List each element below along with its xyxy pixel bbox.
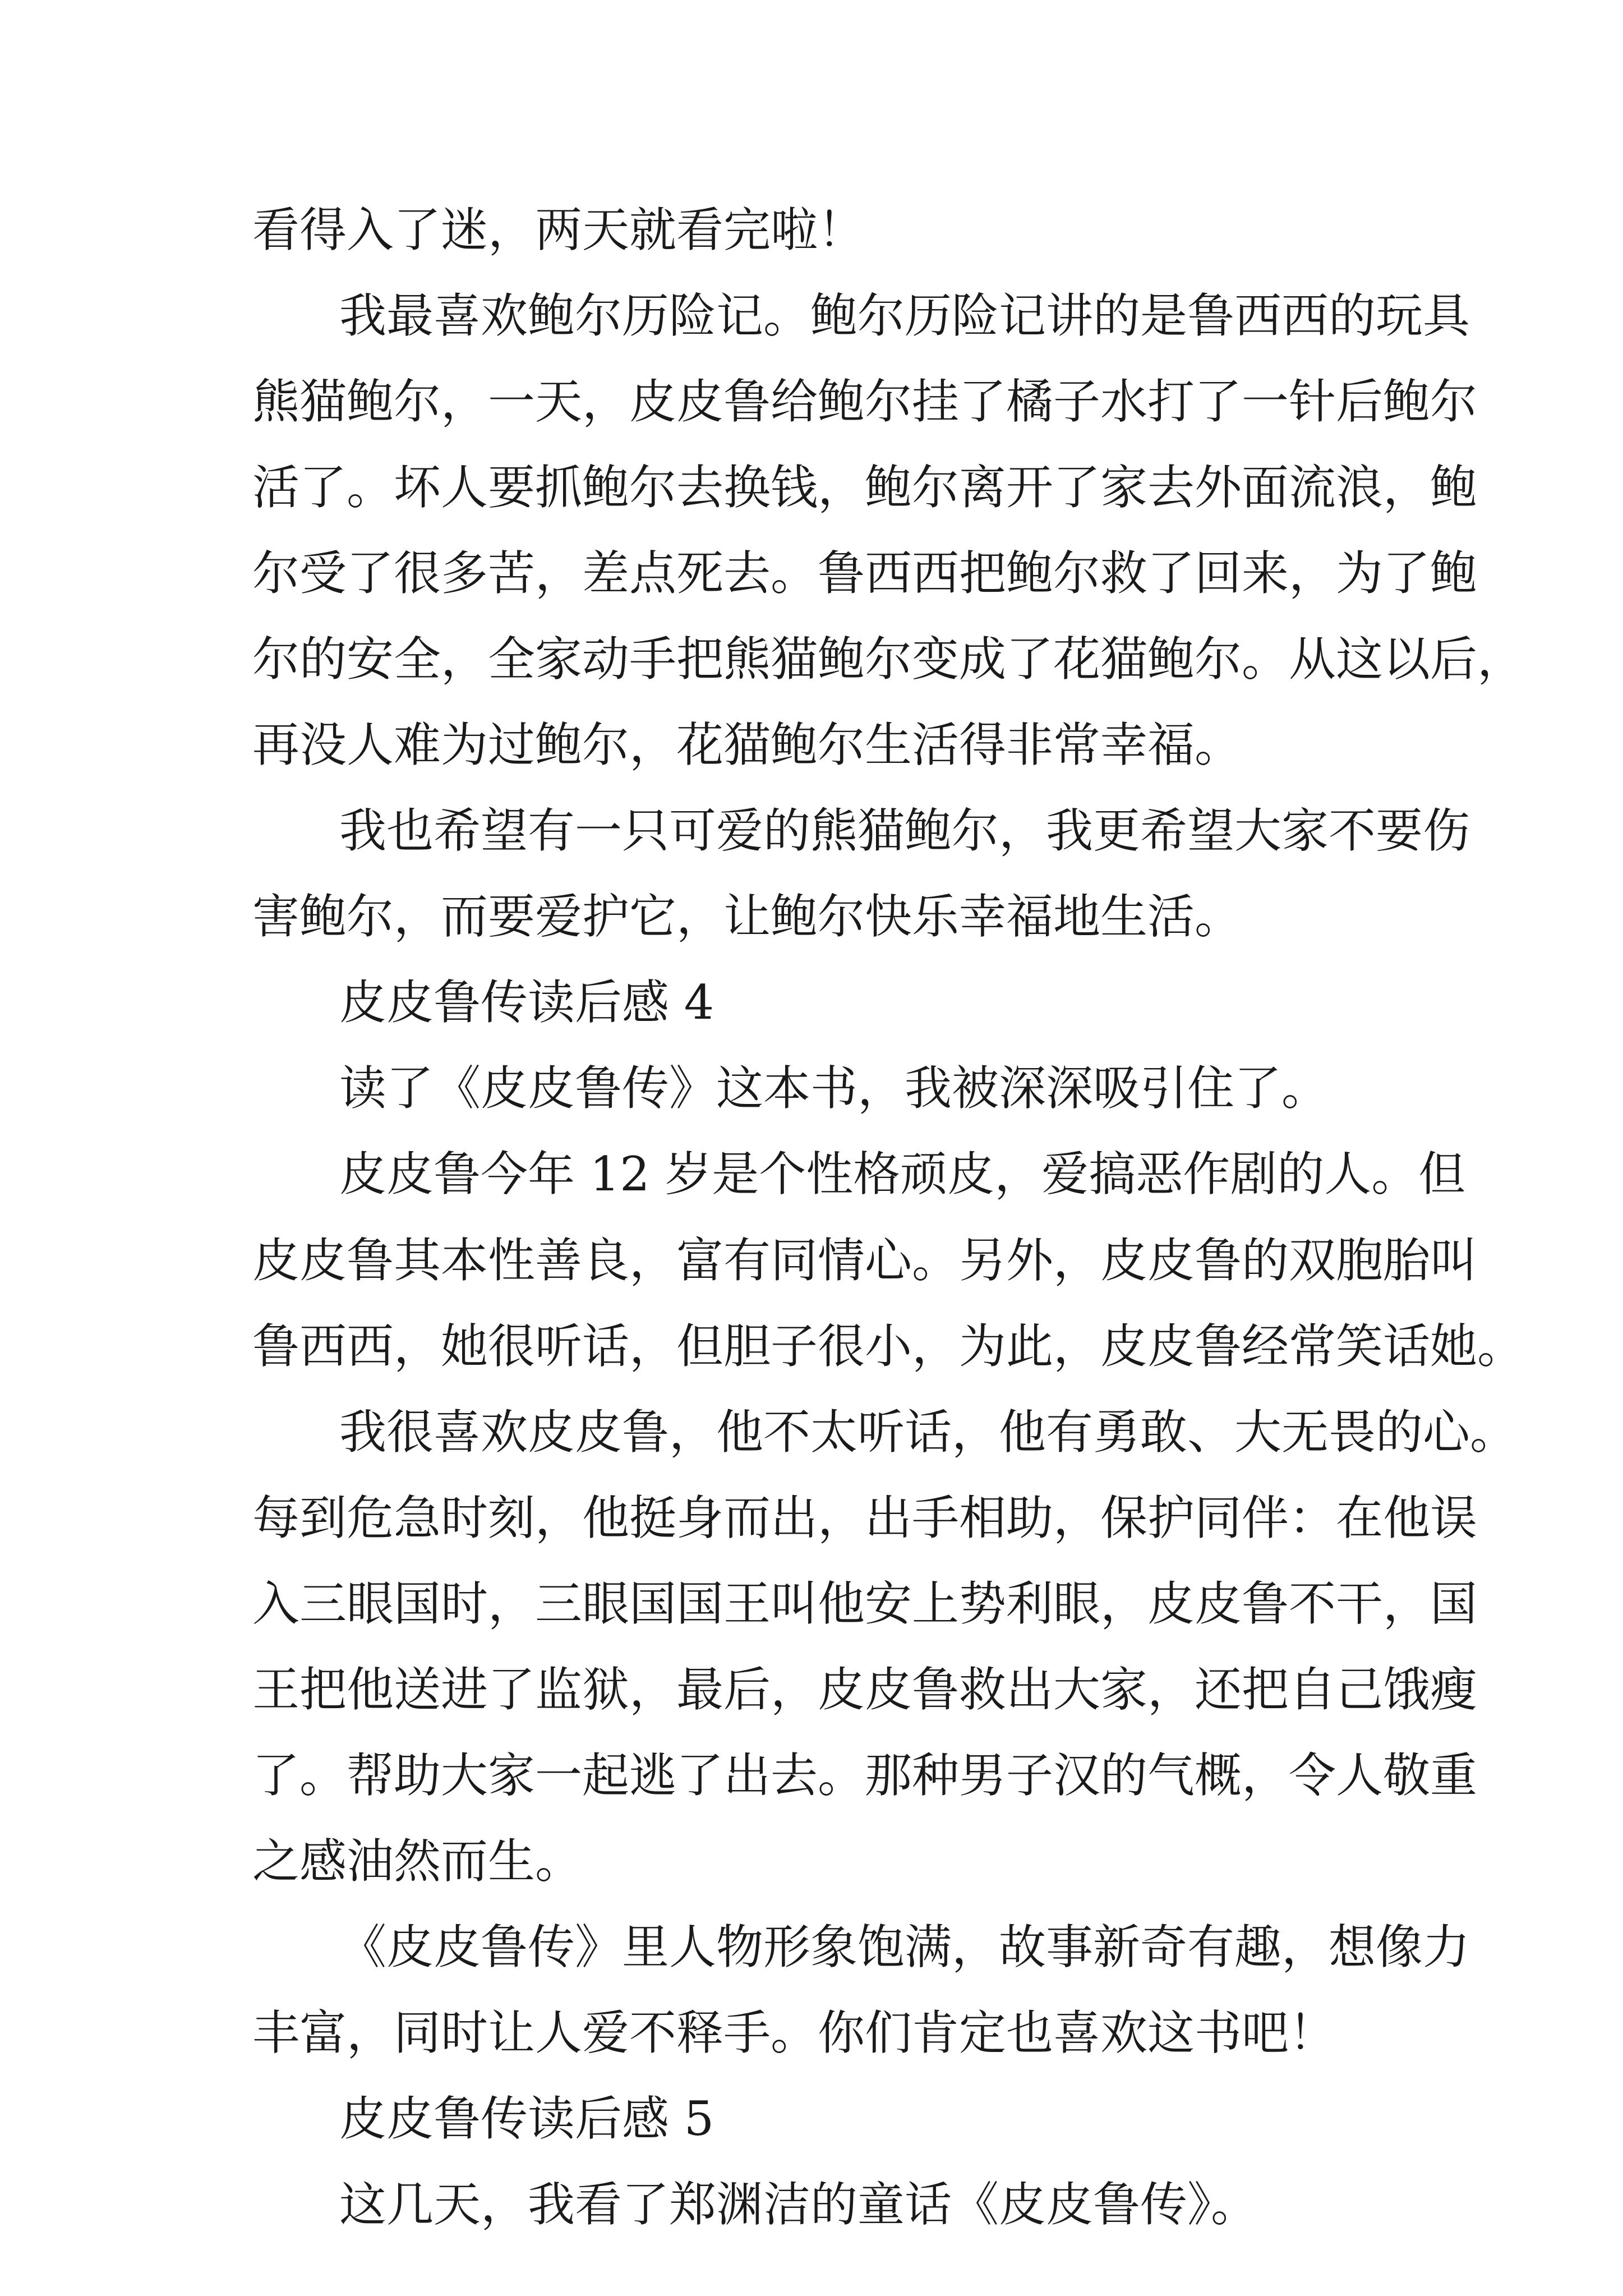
text-line: 尔的安全，全家动手把熊猫鲍尔变成了花猫鲍尔。从这以后， <box>252 632 1525 687</box>
text-line: 尔受了很多苦，差点死去。鲁西西把鲍尔救了回来，为了鲍 <box>252 546 1478 601</box>
text-line: 害鲍尔，而要爱护它，让鲍尔快乐幸福地生活。 <box>252 889 1242 944</box>
text-line: 我最喜欢鲍尔历险记。鲍尔历险记讲的是鲁西西的玩具 <box>339 288 1470 343</box>
text-line: 了。帮助大家一起逃了出去。那种男子汉的气概，令人敬重 <box>252 1748 1478 1803</box>
text-line: 鲁西西，她很听话，但胆子很小，为此，皮皮鲁经常笑话她。 <box>252 1319 1525 1374</box>
text-line: 看得入了迷，两天就看完啦！ <box>252 203 865 257</box>
text-line: 王把他送进了监狱，最后，皮皮鲁救出大家，还把自己饿瘦 <box>252 1662 1478 1717</box>
text-line: 皮皮鲁传读后感 5 <box>339 2091 714 2146</box>
text-line: 熊猫鲍尔，一天，皮皮鲁给鲍尔挂了橘子水打了一针后鲍尔 <box>252 374 1478 429</box>
text-line: 皮皮鲁其本性善良，富有同情心。另外，皮皮鲁的双胞胎叫 <box>252 1233 1478 1288</box>
text-line: 之感油然而生。 <box>252 1834 583 1889</box>
text-line: 皮皮鲁今年 12 岁是个性格顽皮，爱搞恶作剧的人。但 <box>339 1147 1466 1202</box>
text-line: 活了。坏人要抓鲍尔去换钱，鲍尔离开了家去外面流浪，鲍 <box>252 460 1478 515</box>
text-line: 入三眼国时，三眼国国王叫他安上势利眼，皮皮鲁不干，国 <box>252 1576 1478 1631</box>
text-line: 再没人难为过鲍尔，花猫鲍尔生活得非常幸福。 <box>252 717 1242 772</box>
section-heading: 皮皮鲁传读后感 4 <box>339 975 714 1030</box>
text-line: 《皮皮鲁传》里人物形象饱满，故事新奇有趣，想像力 <box>339 1920 1470 1975</box>
text-line: 读了《皮皮鲁传》这本书，我被深深吸引住了。 <box>339 1061 1329 1116</box>
text-line: 我很喜欢皮皮鲁，他不太听话，他有勇敢、大无畏的心。 <box>339 1405 1518 1460</box>
text-line: 丰富，同时让人爱不释手。你们肯定也喜欢这书吧！ <box>252 2005 1336 2060</box>
text-line: 我也希望有一只可爱的熊猫鲍尔，我更希望大家不要伤 <box>339 803 1470 858</box>
text-line: 每到危急时刻，他挺身而出，出手相助，保护同伴：在他误 <box>252 1490 1478 1545</box>
text-line: 这几天，我看了郑渊洁的童话《皮皮鲁传》。 <box>339 2177 1258 2232</box>
